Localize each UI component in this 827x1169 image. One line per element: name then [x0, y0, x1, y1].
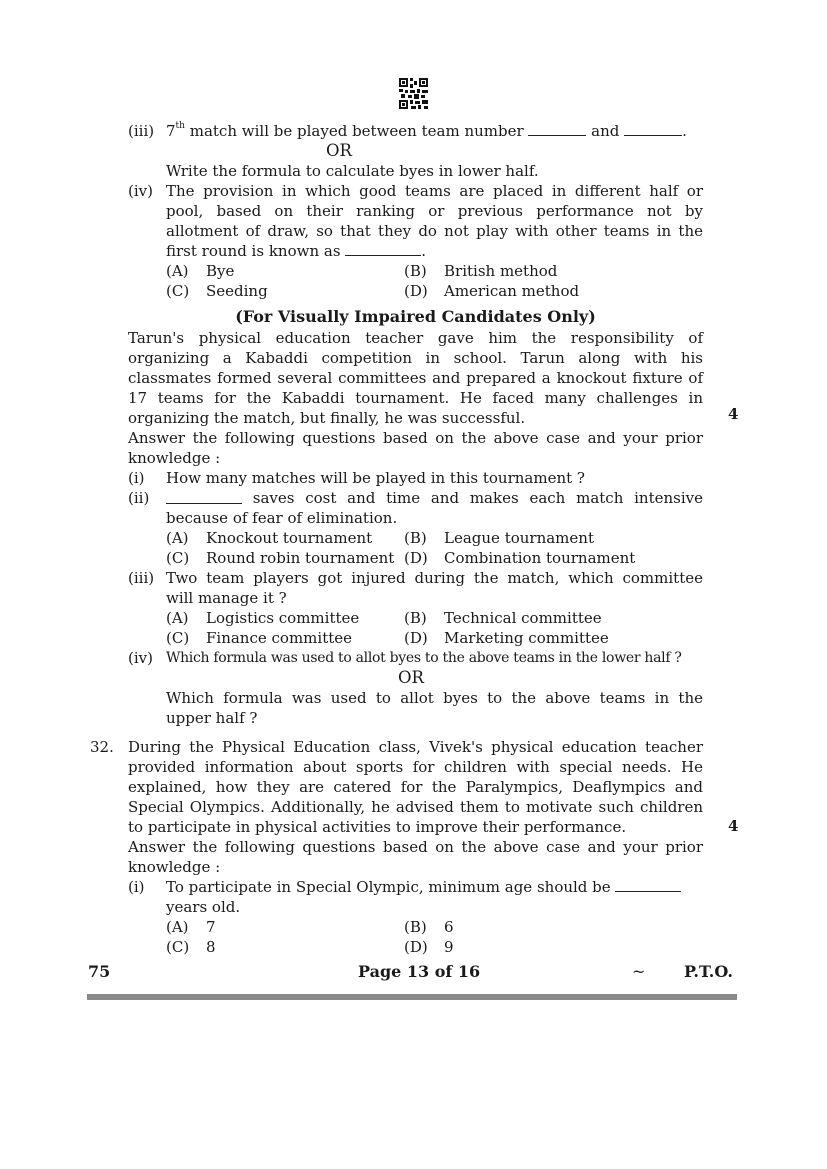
option-text: 7 [206, 918, 216, 936]
marks: 4 [728, 405, 739, 423]
answer-blank [345, 242, 421, 256]
sub-question-label: (ii) [128, 489, 150, 507]
option-label: (B) [404, 609, 427, 627]
option-label: (A) [166, 529, 189, 547]
text: first round is known as [166, 242, 346, 260]
option-b [404, 608, 602, 628]
case-paragraph-line: During the Physical Education class, Vivek's physical education teacher [128, 738, 703, 756]
footer-rule [87, 994, 737, 1000]
option-d [404, 937, 454, 957]
case-paragraph-line: provided information about sports for children with special needs. He [128, 758, 703, 776]
option-text: Marketing committee [444, 629, 609, 647]
question-line [166, 488, 703, 508]
option-d [404, 548, 635, 568]
option-label: (B) [404, 529, 427, 547]
answer-blank [624, 122, 682, 136]
question-alt-line: Which formula was used to allot byes to the above teams in the [166, 689, 703, 707]
text: match will be played between team number [184, 122, 529, 140]
option-b [404, 917, 454, 937]
instruction-line: knowledge : [128, 449, 221, 467]
answer-blank [615, 878, 681, 892]
option-text: Knockout tournament [206, 529, 373, 547]
case-paragraph-line: Special Olympics. Additionally, he advised them to motivate such children [128, 798, 703, 816]
option-text: 8 [206, 938, 216, 956]
sub-question-label: (i) [128, 469, 145, 487]
instruction-line: knowledge : [128, 858, 221, 876]
question-line [166, 877, 703, 897]
answer-blank [528, 122, 586, 136]
option-label: (C) [166, 282, 190, 300]
sub-question-label: (iii) [128, 122, 155, 140]
option-c [166, 628, 352, 648]
option-text: Bye [206, 262, 235, 280]
question-number: 32. [90, 738, 114, 756]
option-text: Round robin tournament [206, 549, 395, 567]
text: and [586, 122, 625, 140]
option-a [166, 261, 234, 281]
option-b [404, 261, 557, 281]
sub-question-label: (iv) [128, 649, 153, 667]
option-label: (A) [166, 918, 189, 936]
or-divider: OR [326, 141, 352, 160]
option-d [404, 628, 609, 648]
option-a [166, 917, 216, 937]
marks: 4 [728, 817, 739, 835]
text: saves cost and time and makes each match intensive [242, 489, 703, 507]
text: . [682, 122, 687, 140]
question-text: Which formula was used to allot byes to the above teams in the lower half ? [166, 650, 682, 666]
question-line: years old. [166, 898, 241, 916]
option-label: (D) [404, 549, 428, 567]
question-line: allotment of draw, so that they do not play with other teams in the [166, 222, 703, 240]
question-line: The provision in which good teams are placed in different half or [166, 182, 703, 200]
section-heading: (For Visually Impaired Candidates Only) [235, 307, 596, 326]
option-label: (A) [166, 609, 189, 627]
instruction-line: Answer the following questions based on the above case and your prior [128, 429, 703, 447]
text: 7 [166, 122, 176, 140]
option-text: Finance committee [206, 629, 353, 647]
option-text: Logistics committee [206, 609, 360, 627]
option-label: (C) [166, 549, 190, 567]
sub-question-label: (i) [128, 878, 145, 896]
option-text: 9 [444, 938, 454, 956]
option-text: Combination tournament [444, 549, 636, 567]
paper-code: 75 [88, 962, 111, 981]
option-label: (B) [404, 918, 427, 936]
tilde-mark: ~ [632, 962, 646, 981]
case-paragraph-line: classmates formed several committees and prepared a knockout fixture of [128, 369, 703, 387]
option-label: (C) [166, 938, 190, 956]
page-number: Page 13 of 16 [358, 962, 481, 981]
answer-blank [166, 490, 242, 504]
option-label: (D) [404, 629, 428, 647]
option-label: (A) [166, 262, 189, 280]
superscript: th [175, 121, 185, 131]
case-paragraph-line: 17 teams for the Kabaddi tournament. He faced many challenges in [128, 389, 703, 407]
text: To participate in Special Olympic, minimum age should be [166, 878, 616, 896]
case-paragraph-line: organizing the match, but finally, he was successful. [128, 409, 526, 427]
option-b [404, 528, 594, 548]
qr-code-icon [398, 77, 429, 110]
option-text: Seeding [206, 282, 268, 300]
question-text [166, 121, 703, 141]
option-c [166, 548, 394, 568]
case-paragraph-line: explained, how they are catered for the Paralympics, Deaflympics and [128, 778, 703, 796]
question-line: Two team players got injured during the match, which committee [166, 569, 703, 587]
question-line: pool, based on their ranking or previous performance not by [166, 202, 703, 220]
question-alt-text: Write the formula to calculate byes in lower half. [166, 162, 539, 180]
option-text: 6 [444, 918, 454, 936]
question-alt-line: upper half ? [166, 709, 258, 727]
instruction-line: Answer the following questions based on the above case and your prior [128, 838, 703, 856]
option-a [166, 608, 359, 628]
case-paragraph-line: to participate in physical activities to improve their performance. [128, 818, 627, 836]
case-paragraph-line: organizing a Kabaddi competition in school. Tarun along with his [128, 349, 703, 367]
option-text: Technical committee [444, 609, 602, 627]
sub-question-label: (iv) [128, 182, 153, 200]
text: . [421, 242, 427, 260]
question-text: How many matches will be played in this tournament ? [166, 469, 585, 487]
option-label: (B) [404, 262, 427, 280]
option-label: (D) [404, 938, 428, 956]
option-label: (D) [404, 282, 428, 300]
please-turn-over: P.T.O. [684, 962, 733, 981]
question-line: because of fear of elimination. [166, 509, 398, 527]
question-line [166, 241, 703, 261]
option-d [404, 281, 579, 301]
option-text: League tournament [444, 529, 594, 547]
or-divider: OR [398, 668, 424, 687]
option-label: (C) [166, 629, 190, 647]
case-paragraph-line: Tarun's physical education teacher gave him the responsibility of [128, 329, 703, 347]
option-text: British method [444, 262, 558, 280]
option-text: American method [444, 282, 580, 300]
question-line: will manage it ? [166, 589, 287, 607]
sub-question-label: (iii) [128, 569, 155, 587]
option-c [166, 937, 216, 957]
option-a [166, 528, 372, 548]
option-c [166, 281, 268, 301]
